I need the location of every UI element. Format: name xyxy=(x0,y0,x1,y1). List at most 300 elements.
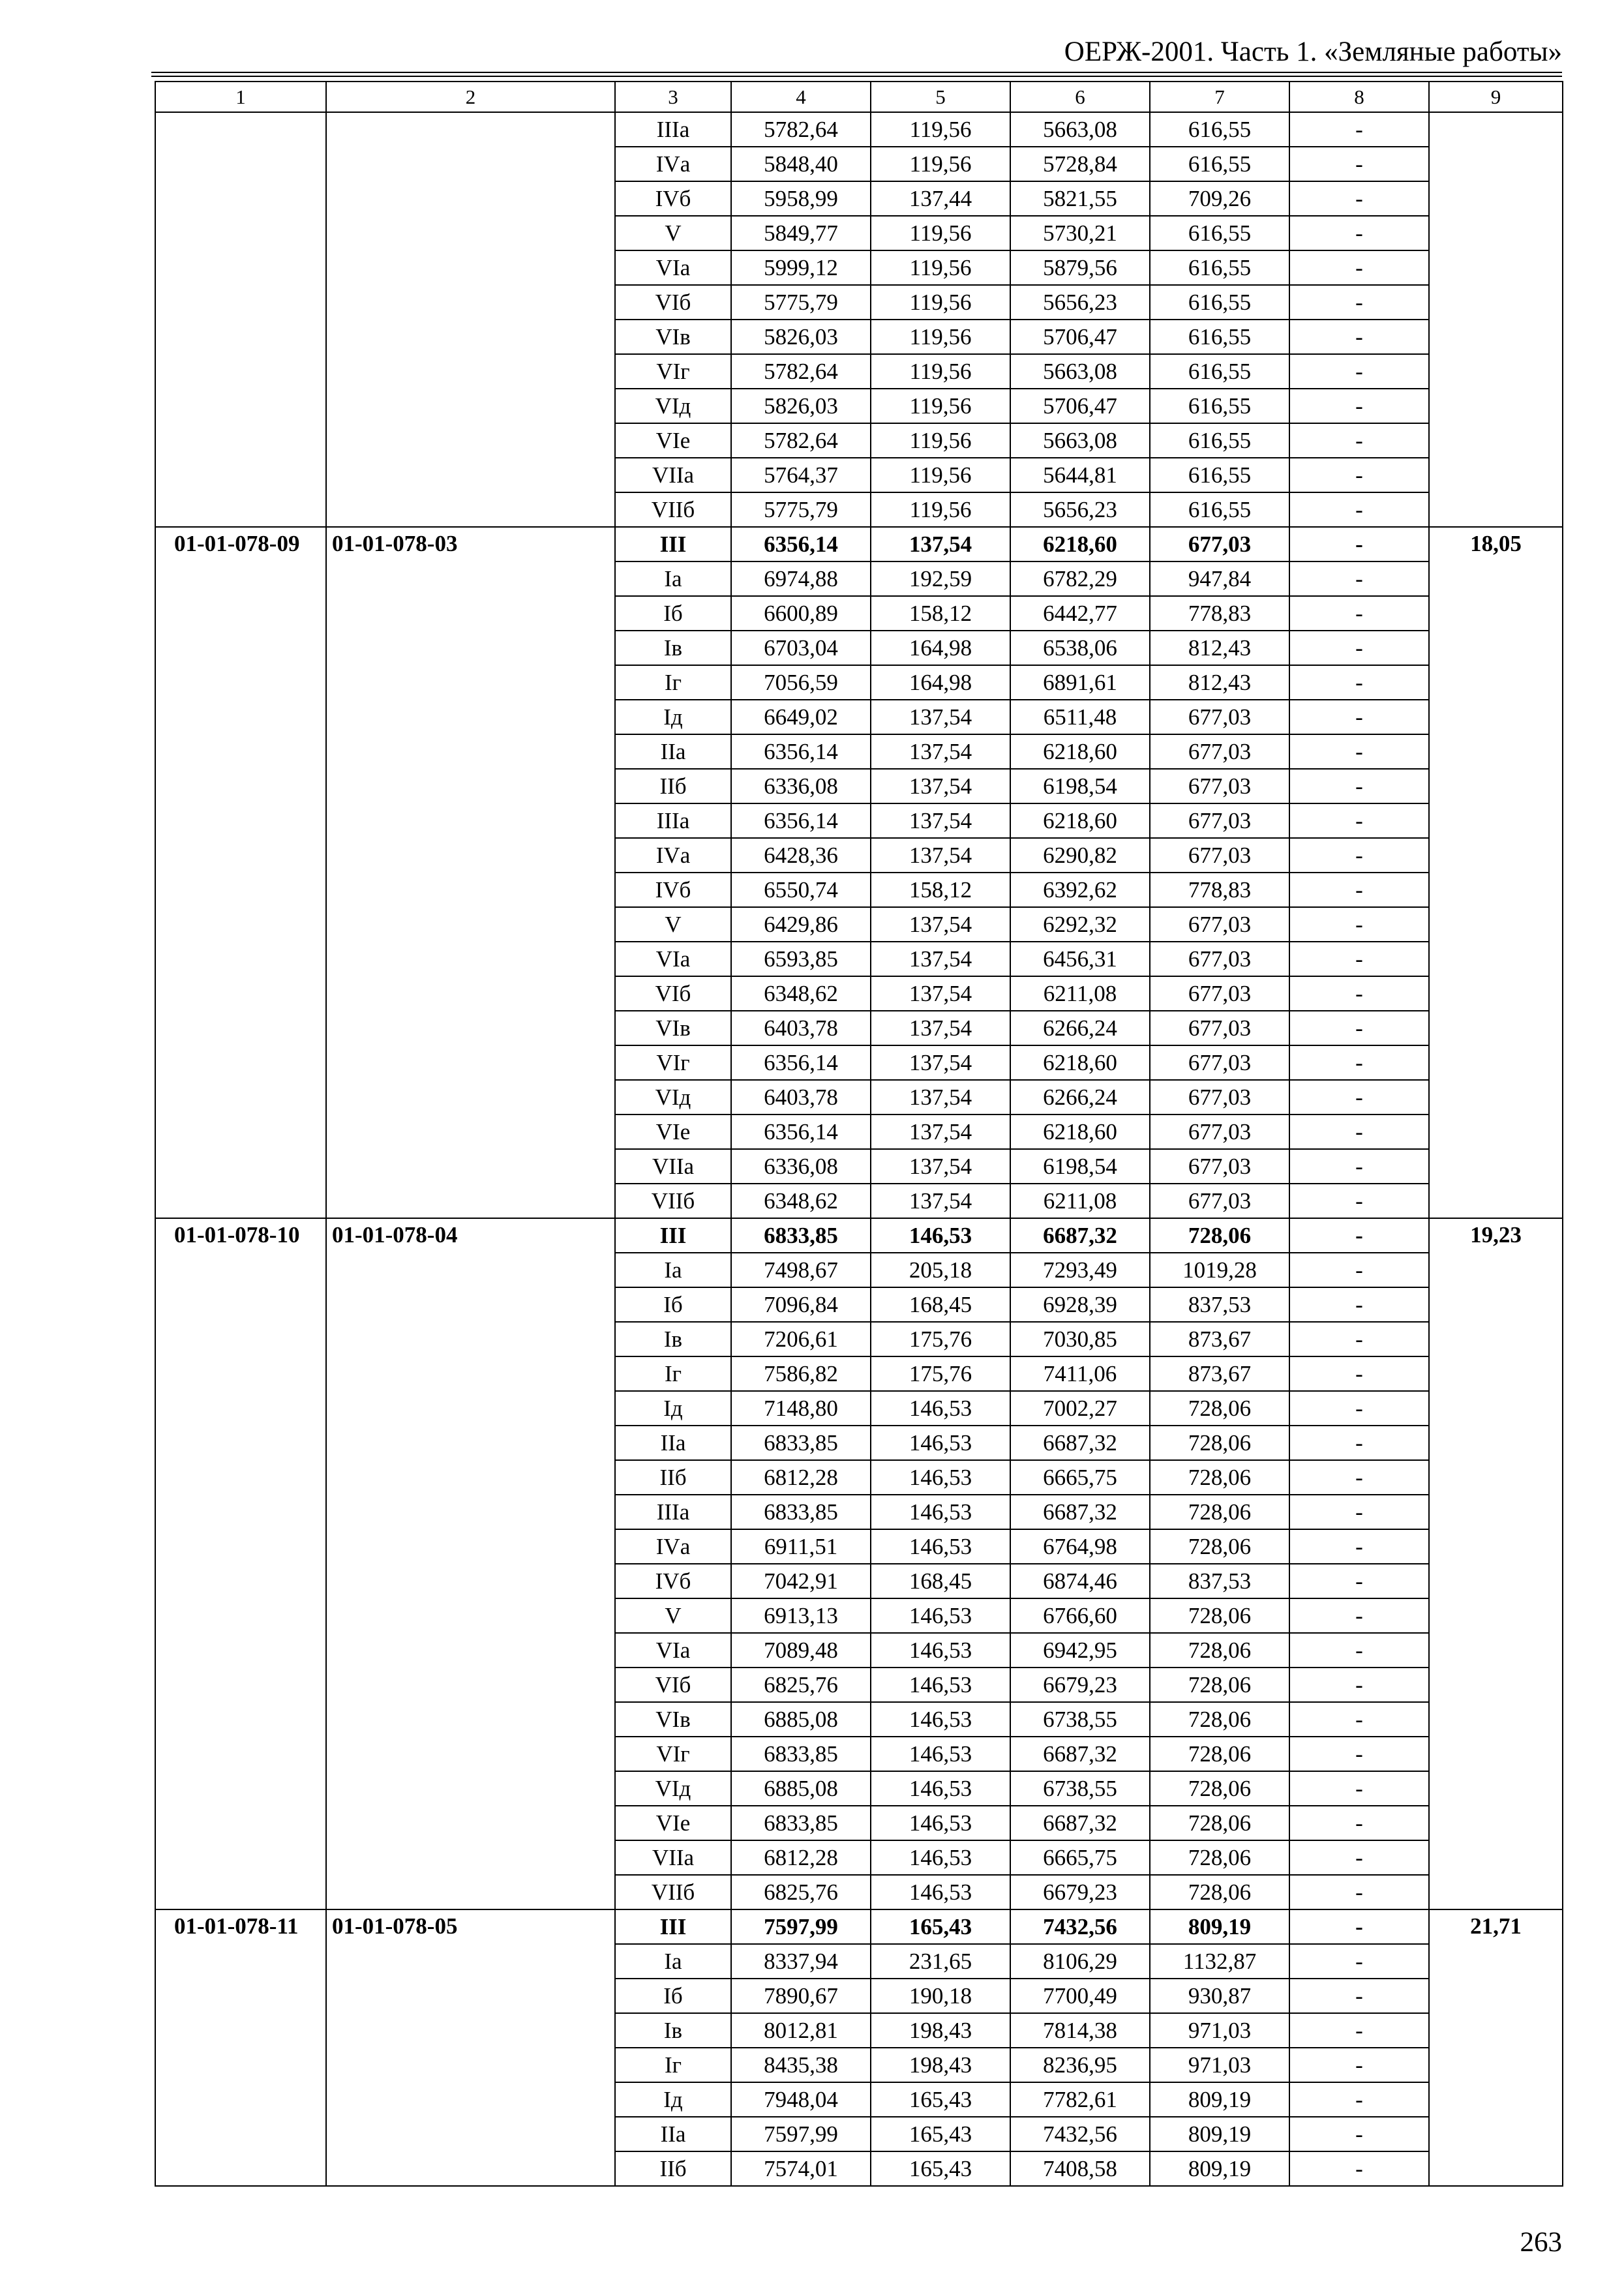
wage-cell: 175,76 xyxy=(871,1322,1010,1356)
column-number-cell: 9 xyxy=(1429,82,1563,112)
soil-group-cell: VIIа xyxy=(615,458,731,492)
machine-cost-cell: 5663,08 xyxy=(1010,354,1150,389)
soil-group-cell: Iг xyxy=(615,665,731,700)
wage-cell: 137,54 xyxy=(871,907,1010,942)
soil-group-cell: VIе xyxy=(615,1115,731,1149)
machine-cost-cell: 5728,84 xyxy=(1010,147,1150,181)
direct-cost-cell: 6336,08 xyxy=(731,769,871,803)
wage-cell: 164,98 xyxy=(871,631,1010,665)
direct-cost-cell: 6600,89 xyxy=(731,596,871,631)
wage-cell: 146,53 xyxy=(871,1633,1010,1668)
material-cost-cell: - xyxy=(1289,147,1429,181)
direct-cost-cell: 6550,74 xyxy=(731,873,871,907)
machine-cost-cell: 7408,58 xyxy=(1010,2151,1150,2186)
wage-cell: 137,54 xyxy=(871,942,1010,976)
material-cost-cell: - xyxy=(1289,561,1429,596)
wage-cell: 146,53 xyxy=(871,1391,1010,1426)
machine-cost-cell: 6266,24 xyxy=(1010,1011,1150,1045)
machine-cost-cell: 6679,23 xyxy=(1010,1668,1150,1702)
material-cost-cell: - xyxy=(1289,1322,1429,1356)
material-cost-cell: - xyxy=(1289,1287,1429,1322)
material-cost-cell: - xyxy=(1289,942,1429,976)
soil-group-cell: IIIа xyxy=(615,803,731,838)
base-code-cell xyxy=(326,112,615,527)
direct-cost-cell: 5775,79 xyxy=(731,492,871,527)
material-cost-cell: - xyxy=(1289,1184,1429,1218)
machine-cost-cell: 6891,61 xyxy=(1010,665,1150,700)
direct-cost-cell: 6593,85 xyxy=(731,942,871,976)
column-number-cell: 4 xyxy=(731,82,871,112)
column-number-cell: 7 xyxy=(1150,82,1289,112)
material-cost-cell: - xyxy=(1289,838,1429,873)
soil-group-cell: VIа xyxy=(615,250,731,285)
machine-cost-cell: 6266,24 xyxy=(1010,1080,1150,1115)
machinist-wage-cell: 873,67 xyxy=(1150,1322,1289,1356)
machinist-wage-cell: 728,06 xyxy=(1150,1875,1289,1909)
machinist-wage-cell: 616,55 xyxy=(1150,285,1289,320)
machinist-wage-cell: 616,55 xyxy=(1150,250,1289,285)
machine-cost-cell: 6218,60 xyxy=(1010,734,1150,769)
soil-group-cell: Iд xyxy=(615,2082,731,2117)
soil-group-cell: III xyxy=(615,1909,731,1944)
wage-cell: 146,53 xyxy=(871,1702,1010,1737)
soil-group-cell: IIа xyxy=(615,734,731,769)
machinist-wage-cell: 728,06 xyxy=(1150,1495,1289,1529)
direct-cost-cell: 5848,40 xyxy=(731,147,871,181)
wage-cell: 175,76 xyxy=(871,1356,1010,1391)
header-rule xyxy=(151,76,1562,77)
wage-cell: 146,53 xyxy=(871,1737,1010,1771)
machine-cost-cell: 6766,60 xyxy=(1010,1598,1150,1633)
machinist-wage-cell: 930,87 xyxy=(1150,1979,1289,2013)
material-cost-cell: - xyxy=(1289,285,1429,320)
material-cost-cell: - xyxy=(1289,1668,1429,1702)
machine-cost-cell: 7293,49 xyxy=(1010,1253,1150,1287)
machine-cost-cell: 7700,49 xyxy=(1010,1979,1150,2013)
soil-group-cell: V xyxy=(615,907,731,942)
machine-cost-cell: 5656,23 xyxy=(1010,492,1150,527)
soil-group-cell: IIIа xyxy=(615,112,731,147)
machinist-wage-cell: 728,06 xyxy=(1150,1806,1289,1840)
machine-cost-cell: 6687,32 xyxy=(1010,1426,1150,1460)
machine-cost-cell: 6198,54 xyxy=(1010,769,1150,803)
material-cost-cell: - xyxy=(1289,1840,1429,1875)
machinist-wage-cell: 677,03 xyxy=(1150,1011,1289,1045)
wage-cell: 137,44 xyxy=(871,181,1010,216)
machinist-wage-cell: 728,06 xyxy=(1150,1598,1289,1633)
material-cost-cell: - xyxy=(1289,976,1429,1011)
material-cost-cell: - xyxy=(1289,1875,1429,1909)
wage-cell: 205,18 xyxy=(871,1253,1010,1287)
machine-cost-cell: 7030,85 xyxy=(1010,1322,1150,1356)
machinist-wage-cell: 778,83 xyxy=(1150,596,1289,631)
material-cost-cell: - xyxy=(1289,1045,1429,1080)
machinist-wage-cell: 677,03 xyxy=(1150,1149,1289,1184)
material-cost-cell: - xyxy=(1289,423,1429,458)
machinist-wage-cell: 728,06 xyxy=(1150,1218,1289,1253)
machine-cost-cell: 6211,08 xyxy=(1010,1184,1150,1218)
material-cost-cell: - xyxy=(1289,1080,1429,1115)
soil-group-cell: IVб xyxy=(615,873,731,907)
soil-group-cell: VIа xyxy=(615,1633,731,1668)
direct-cost-cell: 5999,12 xyxy=(731,250,871,285)
wage-cell: 137,54 xyxy=(871,1011,1010,1045)
wage-cell: 146,53 xyxy=(871,1668,1010,1702)
direct-cost-cell: 6812,28 xyxy=(731,1840,871,1875)
machinist-wage-cell: 971,03 xyxy=(1150,2048,1289,2082)
machine-cost-cell: 7432,56 xyxy=(1010,2117,1150,2151)
soil-group-cell: V xyxy=(615,1598,731,1633)
machinist-wage-cell: 709,26 xyxy=(1150,181,1289,216)
material-cost-cell: - xyxy=(1289,631,1429,665)
material-cost-cell: - xyxy=(1289,873,1429,907)
material-cost-cell: - xyxy=(1289,1598,1429,1633)
column-number-cell: 1 xyxy=(155,82,326,112)
direct-cost-cell: 6336,08 xyxy=(731,1149,871,1184)
material-cost-cell: - xyxy=(1289,907,1429,942)
soil-group-cell: IVа xyxy=(615,838,731,873)
soil-group-cell: IVб xyxy=(615,1564,731,1598)
base-code-cell: 01-01-078-03 xyxy=(326,527,615,1218)
material-cost-cell: - xyxy=(1289,734,1429,769)
machinist-wage-cell: 728,06 xyxy=(1150,1771,1289,1806)
wage-cell: 165,43 xyxy=(871,2117,1010,2151)
material-cost-cell: - xyxy=(1289,1115,1429,1149)
wage-cell: 119,56 xyxy=(871,285,1010,320)
machinist-wage-cell: 677,03 xyxy=(1150,907,1289,942)
machinist-wage-cell: 728,06 xyxy=(1150,1737,1289,1771)
code-cell: 01-01-078-09 xyxy=(155,527,326,1218)
wage-cell: 146,53 xyxy=(871,1806,1010,1840)
material-cost-cell: - xyxy=(1289,1253,1429,1287)
soil-group-cell: Iа xyxy=(615,561,731,596)
soil-group-cell: Iб xyxy=(615,1287,731,1322)
machine-cost-cell: 6687,32 xyxy=(1010,1737,1150,1771)
direct-cost-cell: 8435,38 xyxy=(731,2048,871,2082)
material-cost-cell: - xyxy=(1289,1979,1429,2013)
material-cost-cell: - xyxy=(1289,1909,1429,1944)
machinist-wage-cell: 728,06 xyxy=(1150,1529,1289,1564)
wage-cell: 146,53 xyxy=(871,1875,1010,1909)
soil-group-cell: VIб xyxy=(615,1668,731,1702)
column-number-cell: 5 xyxy=(871,82,1010,112)
wage-cell: 146,53 xyxy=(871,1840,1010,1875)
material-cost-cell: - xyxy=(1289,112,1429,147)
soil-group-cell: IVа xyxy=(615,147,731,181)
soil-group-cell: IVа xyxy=(615,1529,731,1564)
machinist-wage-cell: 616,55 xyxy=(1150,389,1289,423)
machinist-wage-cell: 947,84 xyxy=(1150,561,1289,596)
soil-group-cell: VIб xyxy=(615,285,731,320)
machine-cost-cell: 5730,21 xyxy=(1010,216,1150,250)
machine-cost-cell: 6687,32 xyxy=(1010,1218,1150,1253)
material-cost-cell: - xyxy=(1289,1391,1429,1426)
machinist-wage-cell: 809,19 xyxy=(1150,1909,1289,1944)
page-header-title: ОЕРЖ-2001. Часть 1. «Земляные работы» xyxy=(1064,37,1562,67)
soil-group-cell: VIIа xyxy=(615,1149,731,1184)
machine-cost-cell: 6218,60 xyxy=(1010,1045,1150,1080)
wage-cell: 137,54 xyxy=(871,838,1010,873)
direct-cost-cell: 5782,64 xyxy=(731,354,871,389)
wage-cell: 192,59 xyxy=(871,561,1010,596)
machinist-wage-cell: 728,06 xyxy=(1150,1840,1289,1875)
machinist-wage-cell: 812,43 xyxy=(1150,665,1289,700)
wage-cell: 137,54 xyxy=(871,1184,1010,1218)
direct-cost-cell: 7096,84 xyxy=(731,1287,871,1322)
wage-cell: 168,45 xyxy=(871,1564,1010,1598)
machinist-wage-cell: 677,03 xyxy=(1150,803,1289,838)
machine-cost-cell: 6211,08 xyxy=(1010,976,1150,1011)
wage-cell: 164,98 xyxy=(871,665,1010,700)
machine-cost-cell: 6392,62 xyxy=(1010,873,1150,907)
machinist-wage-cell: 778,83 xyxy=(1150,873,1289,907)
machinist-wage-cell: 728,06 xyxy=(1150,1460,1289,1495)
machinist-wage-cell: 677,03 xyxy=(1150,1115,1289,1149)
base-code-cell: 01-01-078-05 xyxy=(326,1909,615,2186)
direct-cost-cell: 6885,08 xyxy=(731,1771,871,1806)
direct-cost-cell: 6356,14 xyxy=(731,734,871,769)
direct-cost-cell: 7148,80 xyxy=(731,1391,871,1426)
soil-group-cell: Iа xyxy=(615,1253,731,1287)
machine-cost-cell: 8236,95 xyxy=(1010,2048,1150,2082)
soil-group-cell: VIб xyxy=(615,976,731,1011)
column-number-cell: 8 xyxy=(1289,82,1429,112)
direct-cost-cell: 6833,85 xyxy=(731,1218,871,1253)
direct-cost-cell: 6403,78 xyxy=(731,1080,871,1115)
material-cost-cell: - xyxy=(1289,2013,1429,2048)
machinist-wage-cell: 677,03 xyxy=(1150,838,1289,873)
wage-cell: 119,56 xyxy=(871,216,1010,250)
wage-cell: 190,18 xyxy=(871,1979,1010,2013)
wage-cell: 119,56 xyxy=(871,354,1010,389)
material-cost-cell: - xyxy=(1289,320,1429,354)
wage-cell: 158,12 xyxy=(871,873,1010,907)
machinist-wage-cell: 616,55 xyxy=(1150,320,1289,354)
machine-cost-cell: 5879,56 xyxy=(1010,250,1150,285)
direct-cost-cell: 6911,51 xyxy=(731,1529,871,1564)
soil-group-cell: Iд xyxy=(615,1391,731,1426)
soil-group-cell: VIе xyxy=(615,423,731,458)
direct-cost-cell: 8337,94 xyxy=(731,1944,871,1979)
soil-group-cell: Iг xyxy=(615,1356,731,1391)
machinist-wage-cell: 616,55 xyxy=(1150,492,1289,527)
soil-group-cell: Iд xyxy=(615,700,731,734)
wage-cell: 137,54 xyxy=(871,976,1010,1011)
machinist-wage-cell: 616,55 xyxy=(1150,354,1289,389)
machine-cost-cell: 7782,61 xyxy=(1010,2082,1150,2117)
soil-group-cell: VIг xyxy=(615,1045,731,1080)
machinist-wage-cell: 1132,87 xyxy=(1150,1944,1289,1979)
direct-cost-cell: 6356,14 xyxy=(731,1045,871,1080)
code-cell: 01-01-078-11 xyxy=(155,1909,326,2186)
material-cost-cell: - xyxy=(1289,527,1429,561)
direct-cost-cell: 7890,67 xyxy=(731,1979,871,2013)
soil-group-cell: VIг xyxy=(615,1737,731,1771)
direct-cost-cell: 7089,48 xyxy=(731,1633,871,1668)
machine-cost-cell: 7432,56 xyxy=(1010,1909,1150,1944)
wage-cell: 137,54 xyxy=(871,1149,1010,1184)
rate-cell xyxy=(1429,112,1563,527)
machinist-wage-cell: 677,03 xyxy=(1150,527,1289,561)
direct-cost-cell: 7042,91 xyxy=(731,1564,871,1598)
wage-cell: 146,53 xyxy=(871,1771,1010,1806)
machine-cost-cell: 6198,54 xyxy=(1010,1149,1150,1184)
machine-cost-cell: 7002,27 xyxy=(1010,1391,1150,1426)
machinist-wage-cell: 809,19 xyxy=(1150,2117,1289,2151)
direct-cost-cell: 5775,79 xyxy=(731,285,871,320)
machine-cost-cell: 6665,75 xyxy=(1010,1460,1150,1495)
direct-cost-cell: 5764,37 xyxy=(731,458,871,492)
machinist-wage-cell: 728,06 xyxy=(1150,1668,1289,1702)
material-cost-cell: - xyxy=(1289,1218,1429,1253)
wage-cell: 119,56 xyxy=(871,112,1010,147)
wage-cell: 165,43 xyxy=(871,2151,1010,2186)
machinist-wage-cell: 616,55 xyxy=(1150,216,1289,250)
wage-cell: 137,54 xyxy=(871,803,1010,838)
direct-cost-cell: 7574,01 xyxy=(731,2151,871,2186)
machinist-wage-cell: 812,43 xyxy=(1150,631,1289,665)
direct-cost-cell: 6428,36 xyxy=(731,838,871,873)
machinist-wage-cell: 677,03 xyxy=(1150,734,1289,769)
material-cost-cell: - xyxy=(1289,354,1429,389)
direct-cost-cell: 6403,78 xyxy=(731,1011,871,1045)
machine-cost-cell: 5656,23 xyxy=(1010,285,1150,320)
direct-cost-cell: 7948,04 xyxy=(731,2082,871,2117)
direct-cost-cell: 6833,85 xyxy=(731,1495,871,1529)
direct-cost-cell: 7597,99 xyxy=(731,1909,871,1944)
soil-group-cell: VIв xyxy=(615,1702,731,1737)
direct-cost-cell: 7597,99 xyxy=(731,2117,871,2151)
soil-group-cell: VIIа xyxy=(615,1840,731,1875)
column-number-cell: 2 xyxy=(326,82,615,112)
machine-cost-cell: 6218,60 xyxy=(1010,1115,1150,1149)
machine-cost-cell: 6687,32 xyxy=(1010,1806,1150,1840)
machinist-wage-cell: 616,55 xyxy=(1150,112,1289,147)
machine-cost-cell: 5706,47 xyxy=(1010,320,1150,354)
wage-cell: 137,54 xyxy=(871,700,1010,734)
material-cost-cell: - xyxy=(1289,458,1429,492)
soil-group-cell: Iг xyxy=(615,2048,731,2082)
material-cost-cell: - xyxy=(1289,2048,1429,2082)
column-number-cell: 6 xyxy=(1010,82,1150,112)
machine-cost-cell: 6511,48 xyxy=(1010,700,1150,734)
wage-cell: 119,56 xyxy=(871,423,1010,458)
machine-cost-cell: 6292,32 xyxy=(1010,907,1150,942)
direct-cost-cell: 7498,67 xyxy=(731,1253,871,1287)
material-cost-cell: - xyxy=(1289,389,1429,423)
wage-cell: 137,54 xyxy=(871,1115,1010,1149)
rate-cell: 19,23 xyxy=(1429,1218,1563,1909)
code-cell: 01-01-078-10 xyxy=(155,1218,326,1909)
direct-cost-cell: 6825,76 xyxy=(731,1875,871,1909)
material-cost-cell: - xyxy=(1289,1702,1429,1737)
machinist-wage-cell: 728,06 xyxy=(1150,1633,1289,1668)
wage-cell: 158,12 xyxy=(871,596,1010,631)
soil-group-cell: III xyxy=(615,1218,731,1253)
machinist-wage-cell: 677,03 xyxy=(1150,942,1289,976)
machine-cost-cell: 6782,29 xyxy=(1010,561,1150,596)
direct-cost-cell: 6913,13 xyxy=(731,1598,871,1633)
machine-cost-cell: 5663,08 xyxy=(1010,112,1150,147)
material-cost-cell: - xyxy=(1289,1529,1429,1564)
soil-group-cell: IIа xyxy=(615,1426,731,1460)
soil-group-cell: IIб xyxy=(615,769,731,803)
soil-group-cell: VIIб xyxy=(615,1184,731,1218)
soil-group-cell: IVб xyxy=(615,181,731,216)
material-cost-cell: - xyxy=(1289,1771,1429,1806)
machinist-wage-cell: 728,06 xyxy=(1150,1426,1289,1460)
material-cost-cell: - xyxy=(1289,1149,1429,1184)
soil-group-cell: V xyxy=(615,216,731,250)
header-rule xyxy=(151,72,1562,73)
wage-cell: 146,53 xyxy=(871,1218,1010,1253)
machine-cost-cell: 6218,60 xyxy=(1010,803,1150,838)
direct-cost-cell: 7586,82 xyxy=(731,1356,871,1391)
machinist-wage-cell: 971,03 xyxy=(1150,2013,1289,2048)
machine-cost-cell: 8106,29 xyxy=(1010,1944,1150,1979)
machinist-wage-cell: 837,53 xyxy=(1150,1287,1289,1322)
soil-group-cell: IIIа xyxy=(615,1495,731,1529)
rates-table-body xyxy=(155,82,1563,2186)
soil-group-cell: VIг xyxy=(615,354,731,389)
machine-cost-cell: 6456,31 xyxy=(1010,942,1150,976)
wage-cell: 119,56 xyxy=(871,458,1010,492)
rates-table xyxy=(155,81,1563,2187)
machinist-wage-cell: 677,03 xyxy=(1150,1184,1289,1218)
direct-cost-cell: 6833,85 xyxy=(731,1806,871,1840)
soil-group-cell: VIд xyxy=(615,1771,731,1806)
wage-cell: 146,53 xyxy=(871,1495,1010,1529)
machinist-wage-cell: 677,03 xyxy=(1150,1045,1289,1080)
table-row xyxy=(155,1218,1563,1253)
soil-group-cell: VIд xyxy=(615,389,731,423)
material-cost-cell: - xyxy=(1289,250,1429,285)
material-cost-cell: - xyxy=(1289,803,1429,838)
machine-cost-cell: 5821,55 xyxy=(1010,181,1150,216)
soil-group-cell: VIа xyxy=(615,942,731,976)
material-cost-cell: - xyxy=(1289,2082,1429,2117)
direct-cost-cell: 6356,14 xyxy=(731,1115,871,1149)
wage-cell: 137,54 xyxy=(871,1080,1010,1115)
wage-cell: 146,53 xyxy=(871,1460,1010,1495)
soil-group-cell: IIб xyxy=(615,1460,731,1495)
wage-cell: 119,56 xyxy=(871,492,1010,527)
machinist-wage-cell: 837,53 xyxy=(1150,1564,1289,1598)
material-cost-cell: - xyxy=(1289,2151,1429,2186)
wage-cell: 137,54 xyxy=(871,734,1010,769)
machinist-wage-cell: 677,03 xyxy=(1150,1080,1289,1115)
material-cost-cell: - xyxy=(1289,216,1429,250)
machine-cost-cell: 6764,98 xyxy=(1010,1529,1150,1564)
wage-cell: 146,53 xyxy=(871,1529,1010,1564)
direct-cost-cell: 7056,59 xyxy=(731,665,871,700)
direct-cost-cell: 5826,03 xyxy=(731,320,871,354)
table-row xyxy=(155,1909,1563,1944)
soil-group-cell: Iа xyxy=(615,1944,731,1979)
direct-cost-cell: 6812,28 xyxy=(731,1460,871,1495)
soil-group-cell: IIа xyxy=(615,2117,731,2151)
wage-cell: 198,43 xyxy=(871,2048,1010,2082)
soil-group-cell: VIIб xyxy=(615,1875,731,1909)
machine-cost-cell: 6874,46 xyxy=(1010,1564,1150,1598)
machinist-wage-cell: 809,19 xyxy=(1150,2082,1289,2117)
machine-cost-cell: 5663,08 xyxy=(1010,423,1150,458)
direct-cost-cell: 7206,61 xyxy=(731,1322,871,1356)
machine-cost-cell: 7814,38 xyxy=(1010,2013,1150,2048)
direct-cost-cell: 6833,85 xyxy=(731,1737,871,1771)
table-row xyxy=(155,112,1563,147)
wage-cell: 119,56 xyxy=(871,320,1010,354)
